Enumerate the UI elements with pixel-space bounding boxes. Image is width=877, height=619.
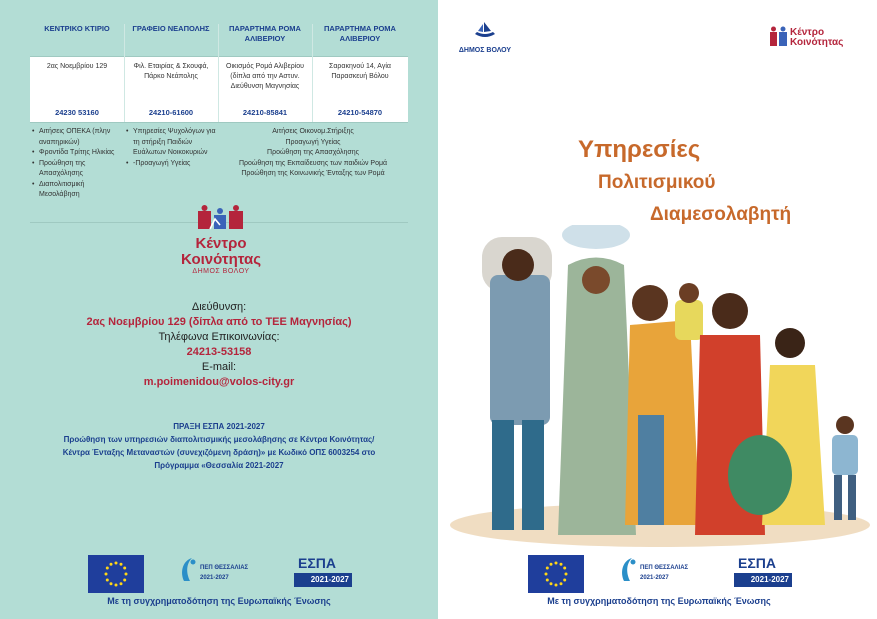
dimos-text: ΔΗΜΟΣ ΒΟΛΟΥ (458, 47, 512, 54)
service-item: • Φροντίδα Τρίτης Ηλικίας (32, 148, 122, 159)
espa-line: Πρόγραμμα «Θεσσαλία 2021-2027 (154, 461, 284, 470)
espa-logo (294, 555, 356, 591)
migrants-illustration (440, 225, 877, 547)
espa-text (20, 420, 418, 472)
dimos-volou-logo (452, 20, 518, 54)
table-divider (30, 56, 408, 57)
email-value: m.poimenidou@volos-city.gr (143, 376, 295, 388)
office-address: Σαρακηνού 14, Αγία Παρασκευή Βόλου (329, 63, 391, 80)
kentro-logo-small (770, 26, 860, 53)
kentro-small-line2: Κοινότητας (790, 37, 844, 48)
services-list-neapoli (126, 127, 216, 169)
service-item: • Αιτήσεις ΟΠΕΚΑ (πλην αναπηρικών) (32, 127, 122, 148)
pep-line1: ΠΕΠ ΘΕΣΣΑΛΙΑΣ (200, 565, 249, 571)
espa-logo-title: ΕΣΠΑ (298, 555, 336, 571)
pep-thessalias-logo (618, 553, 689, 593)
office-phone: 24230 53160 (55, 108, 99, 117)
eu-flag-icon (528, 555, 584, 593)
address-label: Διεύθυνση: (191, 301, 247, 313)
espa-logo-years: 2021-2027 (294, 573, 352, 587)
kentro-small-line1: Κέντρο (790, 27, 825, 38)
espa-logo-years: 2021-2027 (734, 573, 792, 587)
service-item: Προαγωγή Υγείας (285, 138, 341, 146)
office-name: ΚΕΝΤΡΙΚΟ ΚΤΙΡΙΟ (44, 24, 110, 33)
cofund-text: Με τη συγχρηματοδότηση της Ευρωπαϊκής Ένωσης (547, 596, 771, 606)
address-value: 2ας Νοεμβρίου 129 (δίπλα από το ΤΕΕ Μαγνησίας) (86, 316, 352, 328)
service-item: Προώθηση της Απασχόλησης (267, 149, 359, 156)
cofund-text: Με τη συγχρηματοδότηση της Ευρωπαϊκής Ένωσης (107, 596, 331, 606)
service-item: • Προώθηση της Απασχόλησης (32, 159, 122, 180)
services-list-main (32, 127, 122, 201)
office-phone: 24210-61600 (148, 108, 194, 117)
espa-line: Κέντρα Ένταξης Μεταναστών (συνεχιζόμενη δράση)» με Κωδικό ΟΠΣ 6003254 στο (62, 448, 376, 457)
office-name: ΠΑΡΑΡΤΗΜΑ ΡΟΜΑ ΑΛΙΒΕΡΙΟΥ (324, 24, 396, 43)
ship-icon (473, 20, 497, 40)
pep-thessalias-logo (178, 553, 249, 593)
office-phone: 24210-85841 (242, 108, 288, 117)
pep-line1: ΠΕΠ ΘΕΣΣΑΛΙΑΣ (640, 565, 689, 571)
table-divider (30, 122, 408, 123)
office-address: 2ας Νοεμβρίου 129 (46, 63, 108, 70)
service-item: • Υπηρεσίες Ψυχολόγων για τη στήριξη Παιδιών Ευάλωτων Νοικοκυριών (126, 127, 216, 159)
espa-line: ΠΡΑΞΗ ΕΣΠΑ 2021-2027 (173, 422, 265, 431)
cover-title-line1: Υπηρεσίες (578, 136, 701, 163)
kentro-line1: Κέντρο (195, 235, 247, 252)
services-list-roma (218, 127, 408, 180)
service-item: Αιτήσεις Οικονομ.Στήριξης (272, 128, 354, 135)
office-name: ΠΑΡΑΡΤΗΜΑ ΡΟΜΑ ΑΛΙΒΕΡΙΟΥ (229, 24, 301, 43)
office-phone: 24210-54870 (337, 108, 383, 117)
phone-label: Τηλέφωνα Επικοινωνίας: (158, 331, 280, 343)
pep-line2: 2021-2027 (640, 575, 669, 581)
service-item: Προώθηση της Κοινωνικής Ένταξης των Ρομά (241, 170, 385, 177)
cover-title-line2: Πολιτισμικού (598, 172, 716, 193)
espa-logo (734, 555, 796, 591)
eu-flag-icon (88, 555, 144, 593)
kentro-sub: ΔΗΜΟΣ ΒΟΛΟΥ (192, 268, 250, 275)
family-icon (196, 205, 246, 231)
espa-line: Προώθηση των υπηρεσιών διαπολιτισμικής μεσολάβησης σε Κέντρα Κοινότητας/ (63, 435, 375, 444)
phone-value: 24213-53158 (186, 346, 252, 358)
family-icon (770, 26, 788, 48)
email-label: E-mail: (201, 361, 237, 373)
cover-title-line3: Διαμεσολαβητή (650, 204, 792, 225)
office-address: Φιλ. Εταιρίας & Σκουφά, Πάρκο Νεάπολης (133, 63, 209, 80)
service-item: Προώθηση της Εκπαίδευσης των παιδιών Ρομά (238, 159, 388, 167)
office-address: Οικισμός Ρομά Αλιβερίου (δίπλα από την Αστυν. Διεύθυνση Μαγνησίας (226, 63, 304, 90)
pep-line2: 2021-2027 (200, 575, 229, 581)
espa-logo-title: ΕΣΠΑ (738, 555, 776, 571)
kentro-line2: Κοινότητας (180, 251, 262, 268)
service-item: • Διαπολιτισμική Μεσολάβηση (32, 180, 122, 201)
kentro-logo (173, 205, 269, 275)
office-name: ΓΡΑΦΕΙΟ ΝΕΑΠΟΛΗΣ (132, 24, 210, 33)
service-item: • -Προαγωγή Υγείας (126, 159, 216, 170)
kentro-small-text (790, 28, 843, 48)
contact-block (30, 300, 408, 390)
